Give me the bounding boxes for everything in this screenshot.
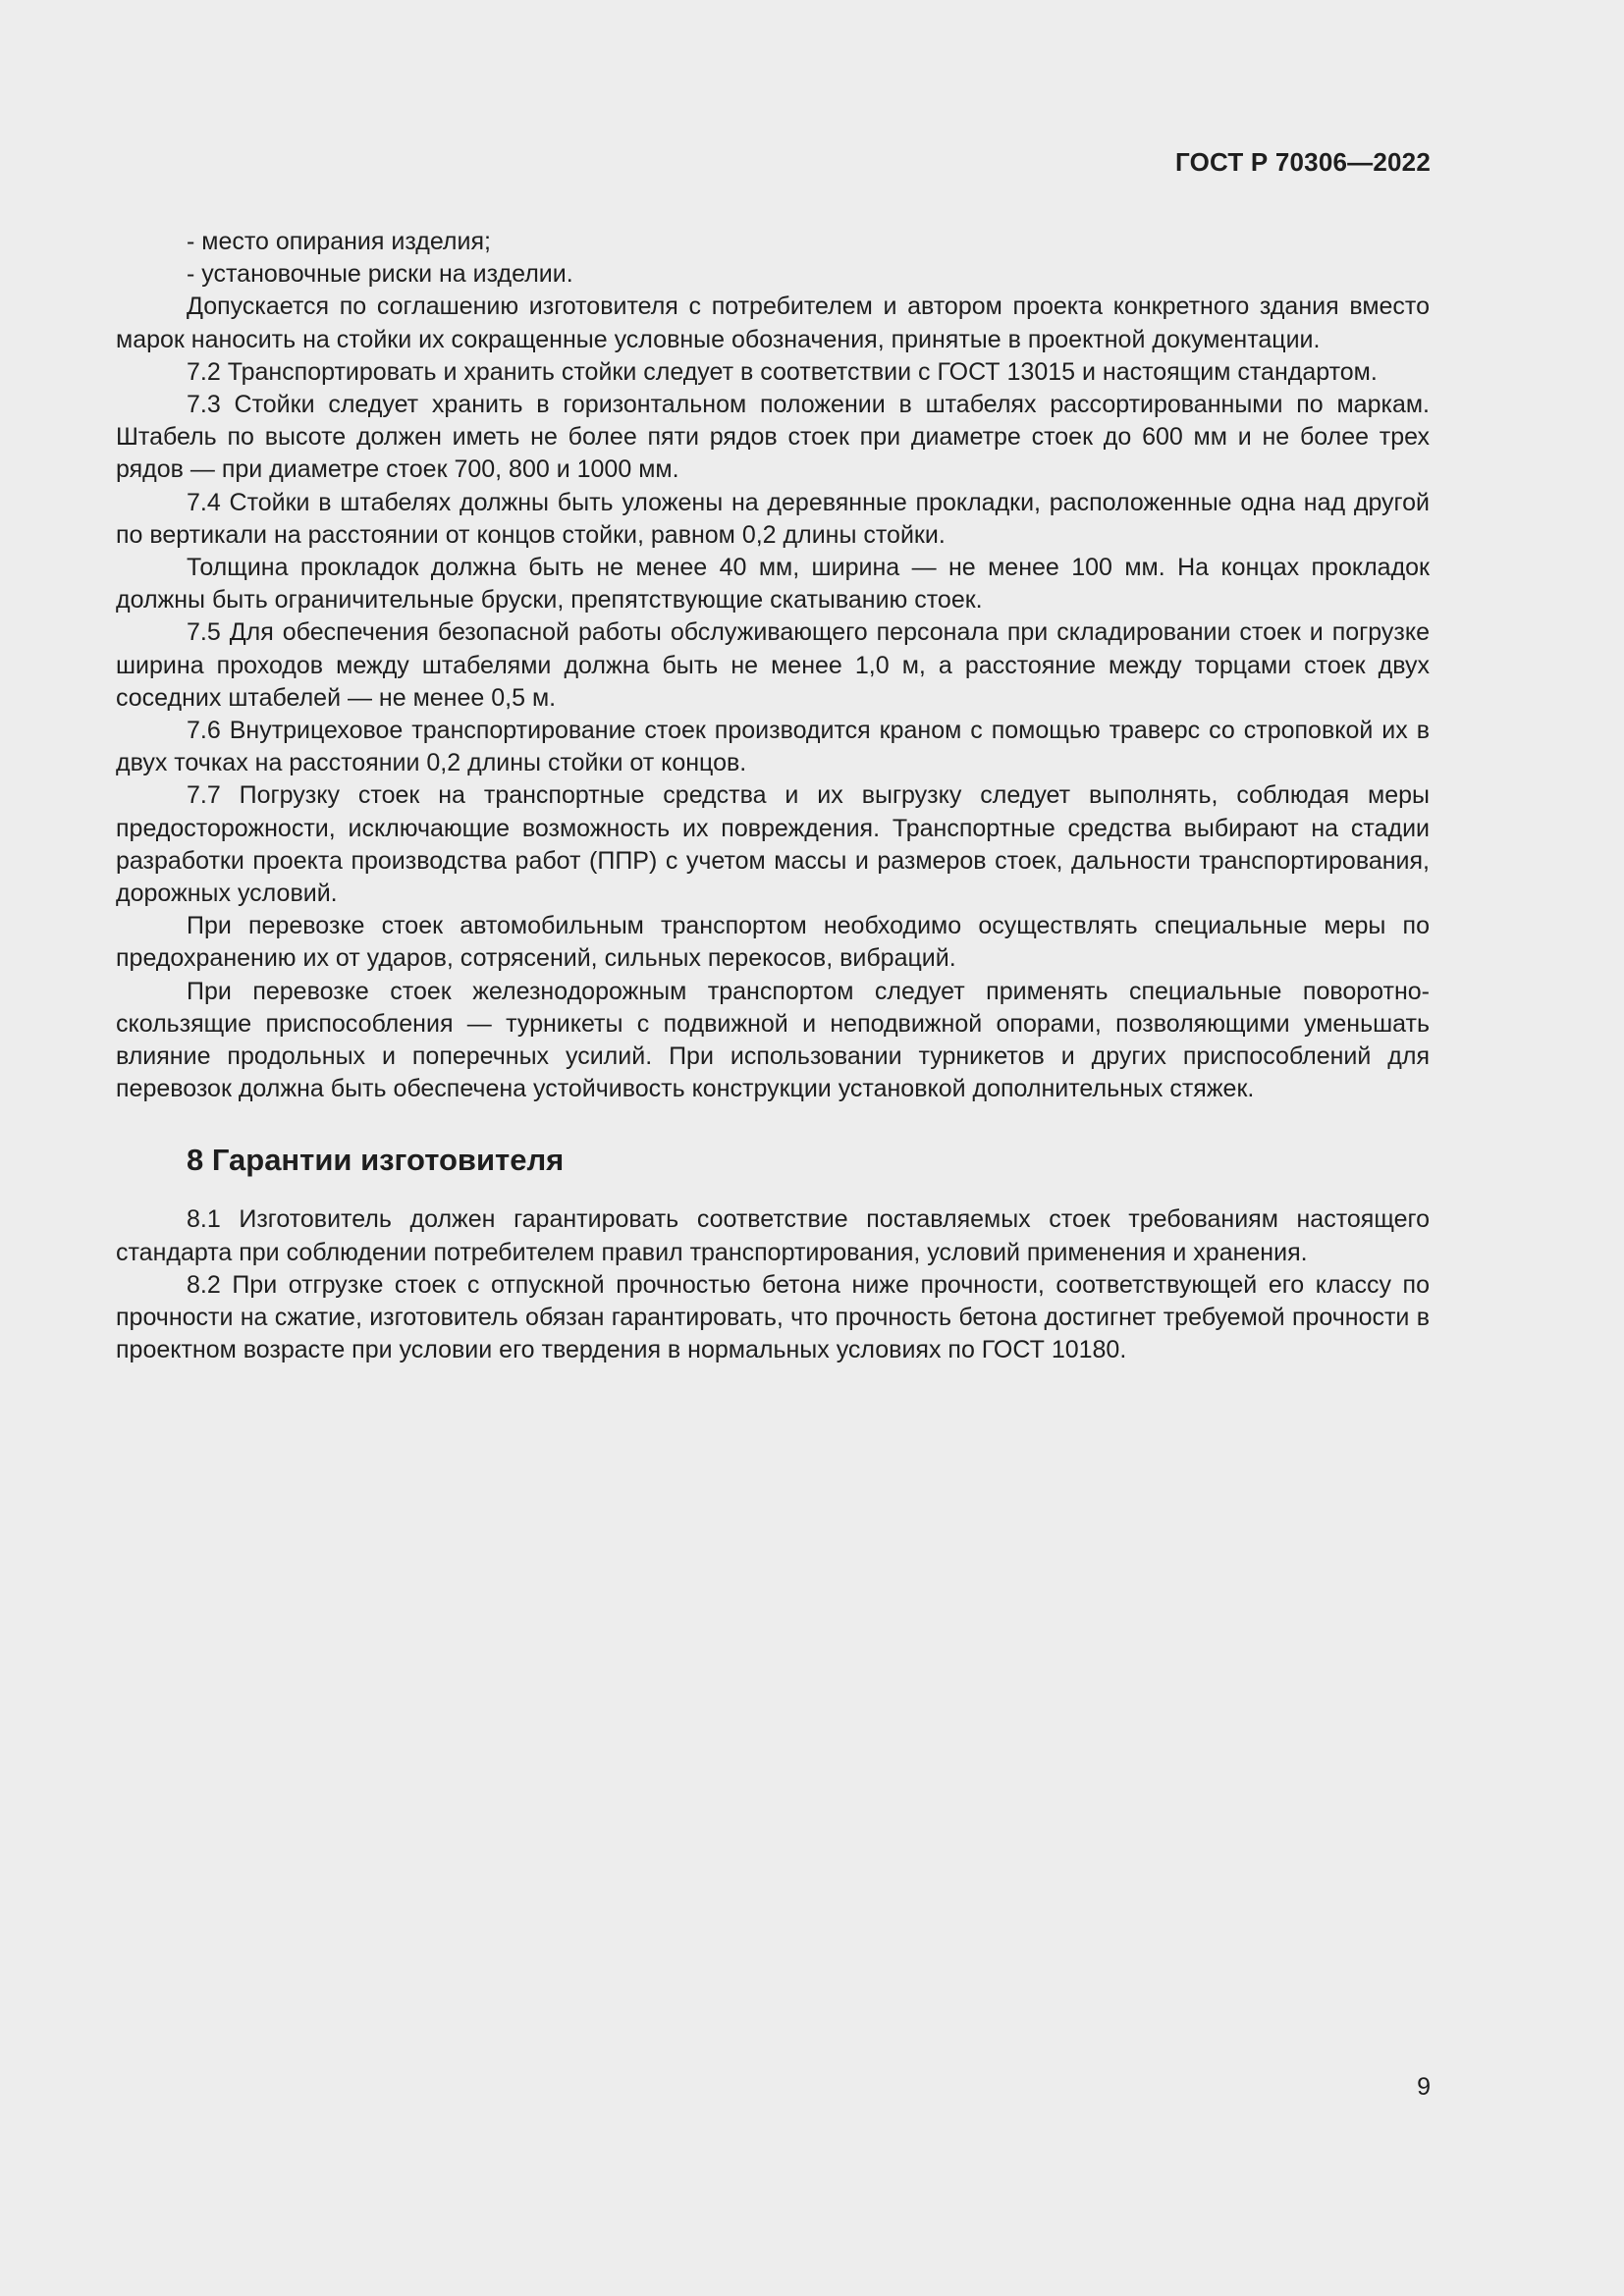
paragraph-8-2: 8.2 При отгрузке стоек с отпускной прочностью бетона ниже прочности, соответствующей его классу по прочности на сжатие, изготовитель обязан гарантировать, что прочность бетона достигнет требуемой прочности в проектном возрасте при условии его твердения в нормальных условиях по ГОСТ 10180. [116, 1270, 1430, 1364]
list-item-marks: - установочные риски на изделии. [187, 260, 573, 289]
paragraph-7-2: 7.2 Транспортировать и хранить стойки следует в соответствии с ГОСТ 13015 и настоящим стандартом. [187, 357, 1378, 386]
list-item-support-place: - место опирания изделия; [187, 228, 491, 255]
paragraph-8-1: 8.1 Изготовитель должен гарантировать соответствие поставляемых стоек требованиям настоящего стандарта при соблюдении потребителем правил транспортирования, условий применения и хранения. [116, 1205, 1430, 1266]
paragraph-spacer-thickness: Толщина прокладок должна быть не менее 40 мм, ширина — не менее 100 мм. На концах прокладок должны быть ограничительные бруски, препятствующие скатыванию стоек. [116, 554, 1430, 614]
section-8-heading: 8 Гарантии изготовителя [187, 1143, 565, 1178]
paragraph-7-3: 7.3 Стойки следует хранить в горизонтальном положении в штабелях рассортированными по маркам. Штабель по высоте должен иметь не более пяти рядов стоек при диаметре стоек до 600 мм и не более трех рядов — при диаметре стоек 700, 800 и 1000 мм. [116, 391, 1430, 484]
document-body [116, 226, 1430, 1367]
paragraph-7-4: 7.4 Стойки в штабелях должны быть уложены на деревянные прокладки, расположенные одна над другой по вертикали на расстоянии от концов стойки, равном 0,2 длины стойки. [116, 488, 1430, 549]
paragraph-road-transport: При перевозке стоек автомобильным транспортом необходимо осуществлять специальные меры по предохранению их от ударов, сотрясений, сильных перекосов, вибраций. [116, 912, 1430, 973]
paragraph-abbreviations: Допускается по соглашению изготовителя с потребителем и автором проекта конкретного здания вместо марок наносить на стойки их сокращенные условные обозначения, принятые в проектной документации. [116, 293, 1430, 353]
paragraph-7-5: 7.5 Для обеспечения безопасной работы обслуживающего персонала при складировании стоек и погрузке ширина проходов между штабелями должна быть не менее 1,0 м, а расстояние между торцами стоек двух соседних штабелей — не менее 0,5 м. [116, 618, 1430, 712]
document-header-standard-id: ГОСТ Р 70306—2022 [1175, 147, 1431, 177]
paragraph-rail-transport: При перевозке стоек железнодорожным транспортом следует применять специальные поворотно-скользящие приспособления — турникеты с подвижной и неподвижной опорами, позволяющими уменьшать влияние продольных и поперечных усилий. При использовании турникетов и других приспособлений для перевозок должна быть обеспечена устойчивость конструкции установкой дополнительных стяжек. [116, 977, 1430, 1103]
paragraph-7-7: 7.7 Погрузку стоек на транспортные средства и их выгрузку следует выполнять, соблюдая меры предосторожности, исключающие возможность их повреждения. Транспортные средства выбирают на стадии разработки проекта производства работ (ППР) с учетом массы и размеров стоек, дальности транспортирования, дорожных условий. [116, 781, 1430, 908]
paragraph-7-6: 7.6 Внутрицеховое транспортирование стоек производится краном с помощью траверс со строповкой их в двух точках на расстоянии 0,2 длины стойки от концов. [116, 717, 1430, 777]
page-number: 9 [1417, 2073, 1431, 2101]
